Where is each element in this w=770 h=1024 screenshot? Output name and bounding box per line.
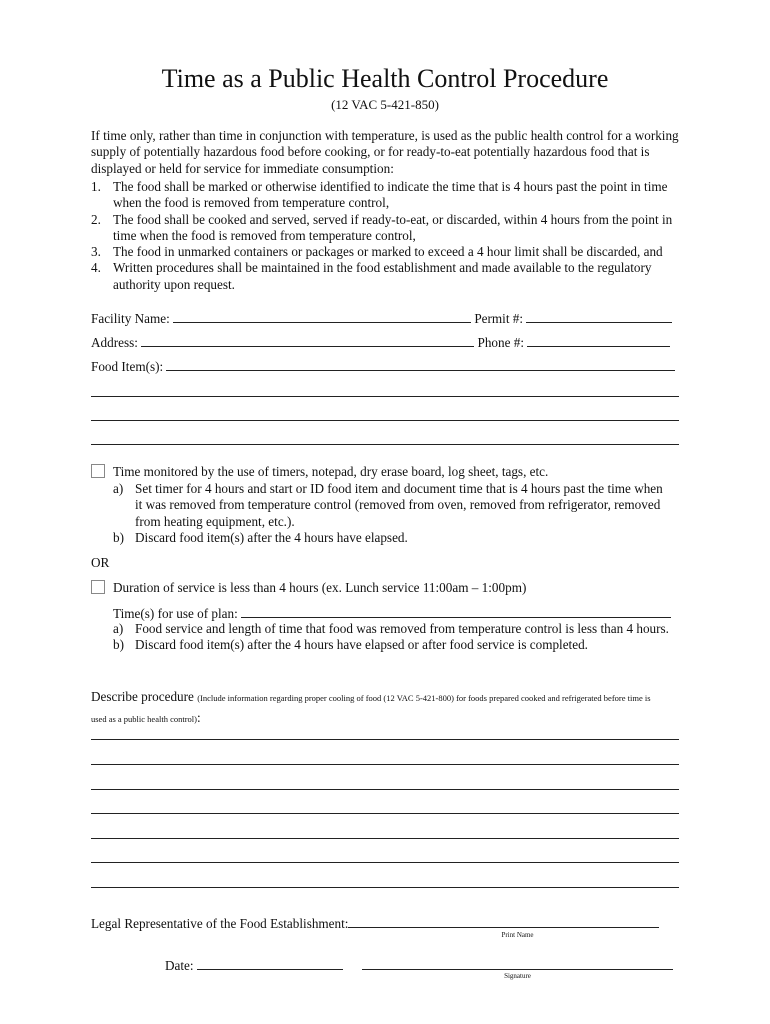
- food-items-line[interactable]: [91, 396, 679, 397]
- or-separator: OR: [91, 555, 110, 570]
- date-field[interactable]: [197, 957, 343, 970]
- list-item: b) Discard food item(s) after the 4 hours have elapsed or after food service is completed.: [113, 637, 588, 653]
- facility-name-field[interactable]: [173, 310, 471, 323]
- phone-field[interactable]: [527, 334, 670, 347]
- print-name-caption: Print Name: [501, 931, 534, 939]
- legal-rep-label: Legal Representative of the Food Establishment:: [91, 916, 349, 931]
- list-item: 2. The food shall be cooked and served, served if ready-to-eat, or discarded, within 4 hours from the point in time when the food is removed from temperature control,: [91, 211, 673, 243]
- phone-label: Phone #:: [477, 335, 525, 350]
- food-items-line[interactable]: [91, 420, 679, 421]
- list-item: 4. Written procedures shall be maintained in the food establishment and made available to the regulatory authority upon request.: [91, 260, 652, 292]
- legal-rep-row: [91, 915, 659, 932]
- list-item: b) Discard food item(s) after the 4 hours have elapsed.: [113, 529, 408, 545]
- procedure-line[interactable]: [91, 887, 679, 888]
- describe-procedure-note: (Include information regarding proper cooling of food (12 VAC 5-421-800) for foods prepared cooked and refrigerated before time is used as a public health control): [91, 693, 651, 724]
- list-item: a) Food service and length of time that food was removed from temperature control is less than 4 hours.: [113, 621, 669, 636]
- timer-method-checkbox[interactable]: [91, 464, 105, 478]
- address-row: [91, 334, 670, 351]
- times-label: Time(s) for use of plan:: [113, 606, 238, 621]
- rules-list: [91, 179, 693, 293]
- describe-procedure-label: Describe procedure: [91, 689, 194, 704]
- describe-procedure-colon: :: [196, 710, 201, 725]
- food-items-line[interactable]: [91, 444, 679, 445]
- address-label: Address:: [91, 335, 138, 350]
- food-items-field[interactable]: [166, 358, 675, 371]
- timer-method-steps: [113, 481, 673, 546]
- procedure-line[interactable]: [91, 862, 679, 863]
- facility-name-label: Facility Name:: [91, 311, 170, 326]
- food-items-label: Food Item(s):: [91, 359, 164, 374]
- duration-method-steps: [113, 621, 673, 654]
- procedure-line[interactable]: [91, 789, 679, 790]
- date-label: Date:: [165, 958, 194, 973]
- page-title: Time as a Public Health Control Procedure: [161, 64, 609, 93]
- permit-field[interactable]: [526, 310, 672, 323]
- duration-method-label: Duration of service is less than 4 hours (ex. Lunch service 11:00am – 1:00pm): [113, 580, 527, 595]
- list-item: a) Set timer for 4 hours and start or ID food item and document time that is 4 hours past the time when it was removed from temperature control (removed from oven, removed from refrigerator, removed from heating equipment, etc.).: [113, 481, 663, 529]
- signature-field[interactable]: [362, 957, 673, 970]
- duration-method-checkbox[interactable]: [91, 580, 105, 594]
- times-row: [113, 605, 671, 622]
- regulation-reference: (12 VAC 5-421-850): [331, 97, 439, 112]
- list-item: 3. The food in unmarked containers or packages or marked to exceed a 4 hour limit shall be discarded, and: [91, 244, 663, 260]
- print-name-field[interactable]: [348, 915, 659, 928]
- timer-method-label: Time monitored by the use of timers, notepad, dry erase board, log sheet, tags, etc.: [113, 464, 549, 479]
- list-item: 1. The food shall be marked or otherwise identified to indicate the time that is 4 hours past the point in time when the food is removed from temperature control,: [91, 179, 668, 211]
- procedure-line[interactable]: [91, 739, 679, 740]
- signature-caption: Signature: [504, 972, 531, 980]
- describe-procedure-heading: [91, 687, 651, 729]
- times-field[interactable]: [241, 605, 671, 618]
- food-items-row: [91, 358, 675, 375]
- permit-label: Permit #:: [474, 311, 524, 326]
- date-row: [165, 957, 343, 974]
- facility-row: [91, 310, 672, 327]
- procedure-line[interactable]: [91, 838, 679, 839]
- procedure-line[interactable]: [91, 764, 679, 765]
- procedure-line[interactable]: [91, 813, 679, 814]
- address-field[interactable]: [141, 334, 474, 347]
- intro-paragraph: If time only, rather than time in conjunction with temperature, is used as the public health control for a working supply of potentially hazardous food before cooking, or for ready-to-eat potentially hazardous food that is displayed or held for service for immediate consumption:: [91, 128, 679, 176]
